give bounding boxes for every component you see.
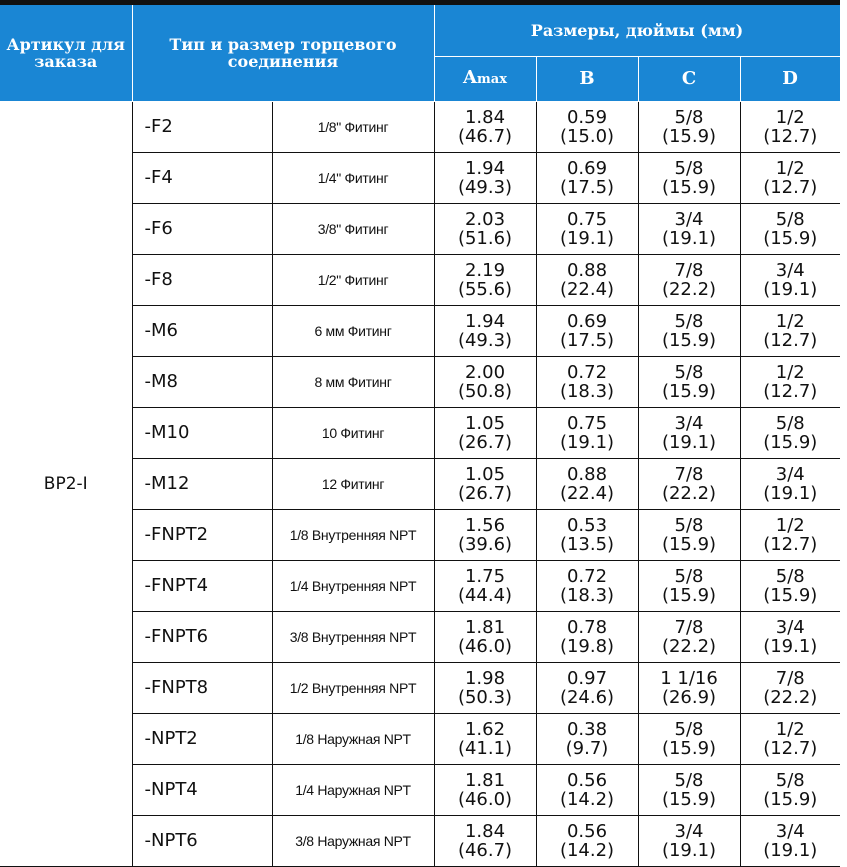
connection-cell: 1/4 Наружная NPT	[272, 764, 434, 815]
dim-a-cell	[434, 611, 536, 662]
connection-cell: 10 Фитинг	[272, 407, 434, 458]
header-d: D	[740, 56, 840, 101]
dim-c-cell	[638, 713, 740, 764]
suffix-code-cell: -M10	[132, 407, 272, 458]
dim-mm: (19.1)	[763, 482, 818, 504]
dim-inches: 0.69	[566, 157, 608, 179]
dim-mm: (15.9)	[763, 788, 818, 810]
dim-b-cell	[536, 662, 638, 713]
dim-d-cell	[740, 101, 840, 152]
header-dimensions: Размеры, дюймы (мм)	[434, 5, 840, 56]
dim-mm: (17.5)	[559, 329, 615, 351]
dim-inches: 0.88	[566, 463, 608, 485]
dim-mm: (15.9)	[661, 329, 717, 351]
dim-a-cell	[434, 152, 536, 203]
dim-inches: 0.38	[566, 718, 608, 740]
dim-mm: (19.1)	[661, 431, 717, 453]
dim-inches: 1/2	[775, 310, 805, 332]
dim-c-cell	[638, 203, 740, 254]
dim-mm: (12.7)	[763, 329, 818, 351]
dim-inches: 0.78	[566, 616, 608, 638]
dim-b-cell	[536, 611, 638, 662]
table-row	[0, 101, 840, 152]
dim-inches: 5/8	[674, 361, 704, 383]
dim-inches: 7/8	[674, 259, 704, 281]
dim-inches: 0.97	[566, 667, 608, 689]
dim-mm: (15.9)	[661, 584, 717, 606]
suffix-code-cell: -F4	[132, 152, 272, 203]
header-c: C	[638, 56, 740, 101]
dim-mm: (19.1)	[661, 227, 717, 249]
dim-inches: 3/4	[674, 208, 704, 230]
dim-a-cell	[434, 356, 536, 407]
dim-mm: (19.1)	[763, 839, 818, 861]
dim-b-cell	[536, 101, 638, 152]
dim-b-cell	[536, 356, 638, 407]
connection-cell: 3/8" Фитинг	[272, 203, 434, 254]
suffix-code-cell: -FNPT2	[132, 509, 272, 560]
connection-cell: 1/2" Фитинг	[272, 254, 434, 305]
dim-a-cell	[434, 815, 536, 866]
dim-inches: 0.75	[566, 412, 608, 434]
dim-c-cell	[638, 764, 740, 815]
dim-inches: 1/2	[775, 361, 805, 383]
connection-cell: 1/2 Внутренняя NPT	[272, 662, 434, 713]
dim-inches: 5/8	[775, 769, 805, 791]
dim-inches: 1/2	[775, 514, 805, 536]
dim-d-cell	[740, 254, 840, 305]
dim-c-cell	[638, 662, 740, 713]
dim-inches: 5/8	[674, 718, 704, 740]
connection-cell: 8 мм Фитинг	[272, 356, 434, 407]
table-body	[0, 101, 840, 866]
dim-inches: 1.84	[464, 820, 506, 842]
dim-inches: 1.94	[464, 157, 506, 179]
dim-inches: 1 1/16	[660, 667, 718, 689]
dim-inches: 1.75	[464, 565, 506, 587]
dim-mm: (55.6)	[457, 278, 513, 300]
dim-inches: 0.88	[566, 259, 608, 281]
connection-cell: 1/8" Фитинг	[272, 101, 434, 152]
dim-mm: (49.3)	[457, 329, 513, 351]
dim-a-cell	[434, 713, 536, 764]
dim-b-cell	[536, 152, 638, 203]
dim-a-cell	[434, 254, 536, 305]
dim-inches: 1.05	[464, 412, 506, 434]
dim-inches: 1.84	[464, 106, 506, 128]
amax-sub: max	[477, 72, 507, 87]
dim-inches: 0.69	[566, 310, 608, 332]
dim-b-cell	[536, 713, 638, 764]
dim-mm: (19.8)	[559, 635, 615, 657]
dim-mm: (15.9)	[661, 533, 717, 555]
dim-mm: (22.2)	[763, 686, 818, 708]
dim-inches: 3/4	[775, 463, 805, 485]
dim-mm: (15.9)	[763, 227, 818, 249]
dim-mm: (24.6)	[559, 686, 615, 708]
dim-inches: 5/8	[674, 106, 704, 128]
dim-a-cell	[434, 101, 536, 152]
dim-inches: 1/2	[775, 718, 805, 740]
dim-mm: (41.1)	[457, 737, 513, 759]
dim-mm: (15.9)	[661, 737, 717, 759]
dim-c-cell	[638, 407, 740, 458]
dim-b-cell	[536, 509, 638, 560]
dim-b-cell	[536, 815, 638, 866]
dim-c-cell	[638, 254, 740, 305]
dim-c-cell	[638, 101, 740, 152]
dim-mm: (15.9)	[661, 380, 717, 402]
dim-mm: (46.0)	[457, 788, 513, 810]
dim-mm: (9.7)	[565, 737, 609, 759]
dim-inches: 1.81	[464, 616, 506, 638]
dim-mm: (22.2)	[661, 482, 717, 504]
suffix-code-cell: -F2	[132, 101, 272, 152]
dim-inches: 5/8	[674, 565, 704, 587]
dim-mm: (12.7)	[763, 533, 818, 555]
suffix-code-cell: -M6	[132, 305, 272, 356]
dim-mm: (14.2)	[559, 788, 615, 810]
dim-mm: (39.6)	[457, 533, 513, 555]
dim-c-cell	[638, 458, 740, 509]
dim-mm: (46.7)	[457, 125, 513, 147]
dim-mm: (18.3)	[559, 584, 615, 606]
header-b: B	[536, 56, 638, 101]
dim-d-cell	[740, 611, 840, 662]
dim-mm: (19.1)	[661, 839, 717, 861]
dim-d-cell	[740, 203, 840, 254]
dim-c-cell	[638, 560, 740, 611]
dim-d-cell	[740, 356, 840, 407]
dim-b-cell	[536, 458, 638, 509]
dim-mm: (12.7)	[763, 125, 818, 147]
dim-d-cell	[740, 662, 840, 713]
dim-mm: (44.4)	[457, 584, 513, 606]
dim-d-cell	[740, 407, 840, 458]
dim-d-cell	[740, 560, 840, 611]
suffix-code-cell: -M12	[132, 458, 272, 509]
dim-inches: 5/8	[674, 769, 704, 791]
dim-mm: (15.0)	[559, 125, 615, 147]
header-amax	[434, 56, 536, 101]
connection-cell: 6 мм Фитинг	[272, 305, 434, 356]
header-connection-type: Тип и размер торцевого соединения	[132, 5, 434, 101]
dim-c-cell	[638, 356, 740, 407]
dim-b-cell	[536, 254, 638, 305]
dim-mm: (15.9)	[763, 584, 818, 606]
dimensions-table	[0, 5, 841, 867]
dim-mm: (26.7)	[457, 431, 513, 453]
dim-mm: (18.3)	[559, 380, 615, 402]
suffix-code-cell: -NPT4	[132, 764, 272, 815]
dim-inches: 0.56	[566, 769, 608, 791]
dim-b-cell	[536, 203, 638, 254]
dim-mm: (17.5)	[559, 176, 615, 198]
dim-mm: (12.7)	[763, 737, 818, 759]
dim-a-cell	[434, 662, 536, 713]
dim-d-cell	[740, 764, 840, 815]
dim-inches: 5/8	[674, 514, 704, 536]
dim-mm: (26.7)	[457, 482, 513, 504]
dim-a-cell	[434, 407, 536, 458]
dim-inches: 5/8	[674, 157, 704, 179]
suffix-code-cell: -NPT2	[132, 713, 272, 764]
dim-inches: 1.81	[464, 769, 506, 791]
suffix-code-cell: -FNPT4	[132, 560, 272, 611]
dim-inches: 2.03	[464, 208, 506, 230]
dim-mm: (51.6)	[457, 227, 513, 249]
dim-c-cell	[638, 611, 740, 662]
connection-cell: 1/4 Внутренняя NPT	[272, 560, 434, 611]
dim-b-cell	[536, 560, 638, 611]
part-number-cell: BP2-I	[0, 101, 132, 866]
connection-cell: 1/8 Внутренняя NPT	[272, 509, 434, 560]
dim-inches: 1.94	[464, 310, 506, 332]
connection-cell: 1/4" Фитинг	[272, 152, 434, 203]
dim-a-cell	[434, 305, 536, 356]
dim-inches: 3/4	[674, 412, 704, 434]
dim-inches: 7/8	[674, 616, 704, 638]
dim-c-cell	[638, 815, 740, 866]
dim-c-cell	[638, 509, 740, 560]
suffix-code-cell: -F8	[132, 254, 272, 305]
dim-inches: 7/8	[775, 667, 805, 689]
suffix-code-cell: -F6	[132, 203, 272, 254]
dim-inches: 0.53	[566, 514, 608, 536]
dim-mm: (15.9)	[661, 176, 717, 198]
suffix-code-cell: -M8	[132, 356, 272, 407]
dim-mm: (22.2)	[661, 278, 717, 300]
dim-mm: (12.7)	[763, 380, 818, 402]
dim-a-cell	[434, 203, 536, 254]
connection-cell: 12 Фитинг	[272, 458, 434, 509]
dim-b-cell	[536, 407, 638, 458]
dim-inches: 3/4	[775, 259, 805, 281]
dim-inches: 5/8	[775, 412, 805, 434]
dim-inches: 1.05	[464, 463, 506, 485]
dim-a-cell	[434, 764, 536, 815]
amax-main: A	[463, 67, 478, 88]
dim-mm: (19.1)	[763, 278, 818, 300]
dim-mm: (15.9)	[661, 125, 717, 147]
dim-mm: (22.4)	[559, 278, 615, 300]
dim-inches: 0.59	[566, 106, 608, 128]
dim-d-cell	[740, 458, 840, 509]
dim-mm: (12.7)	[763, 176, 818, 198]
dim-c-cell	[638, 152, 740, 203]
dim-a-cell	[434, 458, 536, 509]
dim-mm: (19.1)	[559, 431, 615, 453]
dim-mm: (19.1)	[559, 227, 615, 249]
dim-d-cell	[740, 815, 840, 866]
suffix-code-cell: -NPT6	[132, 815, 272, 866]
dim-mm: (50.8)	[457, 380, 513, 402]
dim-a-cell	[434, 560, 536, 611]
connection-cell: 3/8 Наружная NPT	[272, 815, 434, 866]
dim-mm: (15.9)	[763, 431, 818, 453]
dim-mm: (14.2)	[559, 839, 615, 861]
dim-inches: 3/4	[775, 820, 805, 842]
dim-inches: 3/4	[775, 616, 805, 638]
dim-inches: 1/2	[775, 106, 805, 128]
dim-inches: 0.75	[566, 208, 608, 230]
dim-mm: (22.4)	[559, 482, 615, 504]
dim-b-cell	[536, 305, 638, 356]
dim-d-cell	[740, 152, 840, 203]
dim-inches: 2.19	[464, 259, 506, 281]
dim-mm: (50.3)	[457, 686, 513, 708]
dim-inches: 0.72	[566, 361, 608, 383]
connection-cell: 3/8 Внутренняя NPT	[272, 611, 434, 662]
dim-mm: (46.7)	[457, 839, 513, 861]
dim-inches: 5/8	[775, 208, 805, 230]
dim-d-cell	[740, 509, 840, 560]
dim-inches: 0.72	[566, 565, 608, 587]
dim-d-cell	[740, 305, 840, 356]
dim-a-cell	[434, 509, 536, 560]
dim-inches: 1.98	[464, 667, 506, 689]
connection-cell: 1/8 Наружная NPT	[272, 713, 434, 764]
dim-inches: 3/4	[674, 820, 704, 842]
header-part-number: Артикул для заказа	[0, 5, 132, 101]
dim-c-cell	[638, 305, 740, 356]
dim-inches: 2.00	[464, 361, 506, 383]
dim-inches: 5/8	[674, 310, 704, 332]
suffix-code-cell: -FNPT8	[132, 662, 272, 713]
dim-mm: (49.3)	[457, 176, 513, 198]
dim-inches: 0.56	[566, 820, 608, 842]
dim-mm: (26.9)	[661, 686, 717, 708]
dim-inches: 5/8	[775, 565, 805, 587]
dim-mm: (19.1)	[763, 635, 818, 657]
dim-inches: 7/8	[674, 463, 704, 485]
dim-mm: (13.5)	[559, 533, 615, 555]
suffix-code-cell: -FNPT6	[132, 611, 272, 662]
dim-mm: (22.2)	[661, 635, 717, 657]
table-header	[0, 5, 840, 101]
dim-inches: 1.56	[464, 514, 506, 536]
dim-mm: (15.9)	[661, 788, 717, 810]
dim-inches: 1.62	[464, 718, 506, 740]
dim-mm: (46.0)	[457, 635, 513, 657]
dim-b-cell	[536, 764, 638, 815]
dim-d-cell	[740, 713, 840, 764]
dim-inches: 1/2	[775, 157, 805, 179]
